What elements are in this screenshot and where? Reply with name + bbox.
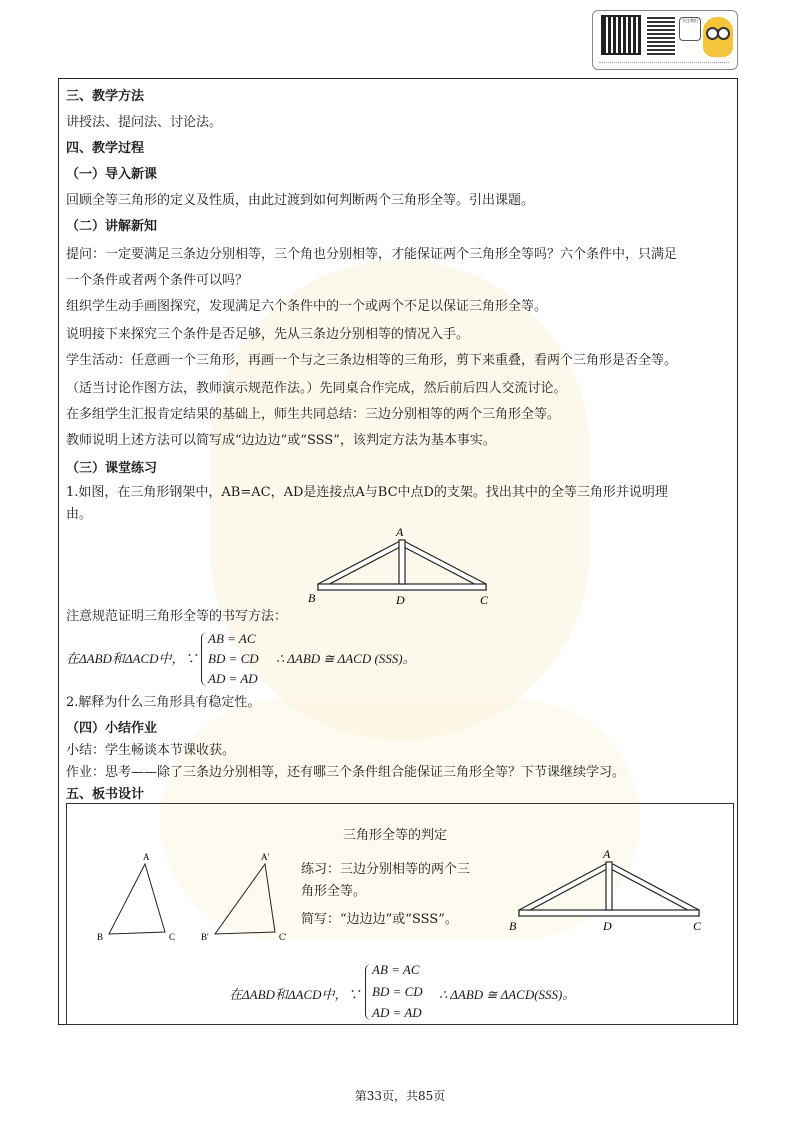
board-truss-figure bbox=[505, 842, 715, 932]
proof-prefix: 在ΔABD和ΔACD中，∵ bbox=[66, 651, 198, 666]
intro-body: 回顾全等三角形的定义及性质，由此过渡到如何判断两个三角形全等。引出课题。 bbox=[66, 193, 535, 208]
logo-bubble: 关注我们 bbox=[679, 17, 701, 41]
board-label-d: D bbox=[603, 919, 612, 932]
board-proof-prefix: 在ΔABD和ΔACD中，∵ bbox=[229, 987, 361, 1002]
new-line-4: 说明接下来探究三个条件是否足够，先从三条边分别相等的情况入手。 bbox=[66, 327, 470, 342]
triangle-abc-prime bbox=[191, 846, 291, 946]
tri2-label-b: B' bbox=[201, 932, 209, 942]
board-proof-line-3: AD = AD bbox=[372, 1005, 422, 1020]
new-line-8: 教师说明上述方法可以简写成“边边边”或“SSS”，该判定方法为基本事实。 bbox=[66, 433, 496, 448]
truss-figure bbox=[300, 522, 500, 608]
brand-logo bbox=[592, 10, 738, 70]
new-line-3: 组织学生动手画图探究，发现满足六个条件中的一个或两个不足以保证三角形全等。 bbox=[66, 299, 548, 314]
section4-heading: 四、教学过程 bbox=[66, 141, 145, 156]
qr-code-icon bbox=[601, 15, 641, 55]
tri1-label-b: B bbox=[97, 932, 104, 942]
board-label-b: B bbox=[509, 919, 517, 932]
tri2-label-c: C' bbox=[279, 932, 287, 942]
board-title: 三角形全等的判定 bbox=[343, 828, 448, 843]
board-proof-result: ∴ ΔABD ≅ ΔACD(SSS)。 bbox=[439, 987, 576, 1002]
practice-heading: （三）课堂练习 bbox=[66, 461, 158, 476]
new-knowledge-heading: （二）讲解新知 bbox=[66, 219, 158, 234]
section3-body: 讲授法、提问法、讨论法。 bbox=[66, 115, 223, 130]
practice-q1-line2: 由。 bbox=[66, 507, 93, 522]
proof-result: ∴ ΔABD ≅ ΔACD (SSS)。 bbox=[276, 651, 416, 666]
tri1-label-a: A bbox=[143, 852, 150, 862]
board-proof-line-1: AB = AC bbox=[372, 962, 420, 977]
label-b: B bbox=[308, 591, 316, 605]
board-exercise-line1: 练习：三边分别相等的两个三 bbox=[301, 862, 471, 877]
practice-q2: 2.解释为什么三角形具有稳定性。 bbox=[66, 695, 261, 710]
proof-line-2: BD = CD bbox=[208, 651, 259, 666]
owl-mascot-icon bbox=[703, 17, 733, 57]
intro-heading: （一）导入新课 bbox=[66, 167, 158, 182]
proof-brace bbox=[201, 632, 208, 686]
label-a: A bbox=[396, 525, 404, 539]
tri2-label-a: A' bbox=[261, 852, 270, 862]
summary-heading: （四）小结作业 bbox=[66, 721, 158, 736]
board-proof-line-2: BD = CD bbox=[372, 984, 423, 999]
proof-line-3: AD = AD bbox=[208, 671, 258, 686]
new-line-6: （适当讨论作图方法，教师演示规范作法。）先同桌合作完成，然后前后四人交流讨论。 bbox=[66, 381, 567, 396]
board-label-c: C bbox=[693, 919, 702, 932]
board-short-form: 简写：“边边边”或“SSS”。 bbox=[301, 912, 458, 927]
board-proof-brace bbox=[365, 964, 372, 1020]
proof-note: 注意规范证明三角形全等的书写方法： bbox=[66, 609, 288, 624]
logo-footer-line bbox=[599, 62, 729, 66]
board-exercise-line2: 角形全等。 bbox=[301, 884, 367, 899]
new-line-1: 提问：一定要满足三条边分别相等，三个角也分别相等，才能保证两个三角形全等吗？六个条件中，只满足 bbox=[66, 247, 678, 262]
section5-heading: 五、板书设计 bbox=[66, 787, 145, 802]
new-line-7: 在多组学生汇报肯定结果的基础上，师生共同总结：三边分别相等的两个三角形全等。 bbox=[66, 407, 561, 422]
mini-qr-icon bbox=[647, 15, 675, 55]
tri1-label-c: C bbox=[169, 932, 176, 942]
homework-line: 作业：思考——除了三条边分别相等，还有哪三个条件组合能保证三角形全等？下节课继续学习。 bbox=[66, 765, 626, 780]
proof-line-1: AB = AC bbox=[208, 631, 256, 646]
page-footer: 第33页，共85页 bbox=[354, 1089, 446, 1103]
new-line-5: 学生活动：任意画一个三角形，再画一个与之三条边相等的三角形，剪下来重叠，看两个三角形是否全等。 bbox=[66, 353, 678, 368]
new-line-2: 一个条件或者两个条件可以吗？ bbox=[66, 273, 249, 288]
summary-line: 小结：学生畅谈本节课收获。 bbox=[66, 743, 236, 758]
board-label-a: A bbox=[603, 847, 611, 861]
blackboard-design bbox=[66, 803, 734, 1025]
practice-q1-line1: 1.如图，在三角形钢架中，AB=AC，AD是连接点A与BC中点D的支架。找出其中的全等三角形并说明理 bbox=[66, 485, 668, 500]
triangle-abc bbox=[81, 846, 181, 946]
label-d: D bbox=[396, 593, 405, 607]
label-c: C bbox=[480, 593, 489, 607]
section3-heading: 三、教学方法 bbox=[66, 89, 145, 104]
